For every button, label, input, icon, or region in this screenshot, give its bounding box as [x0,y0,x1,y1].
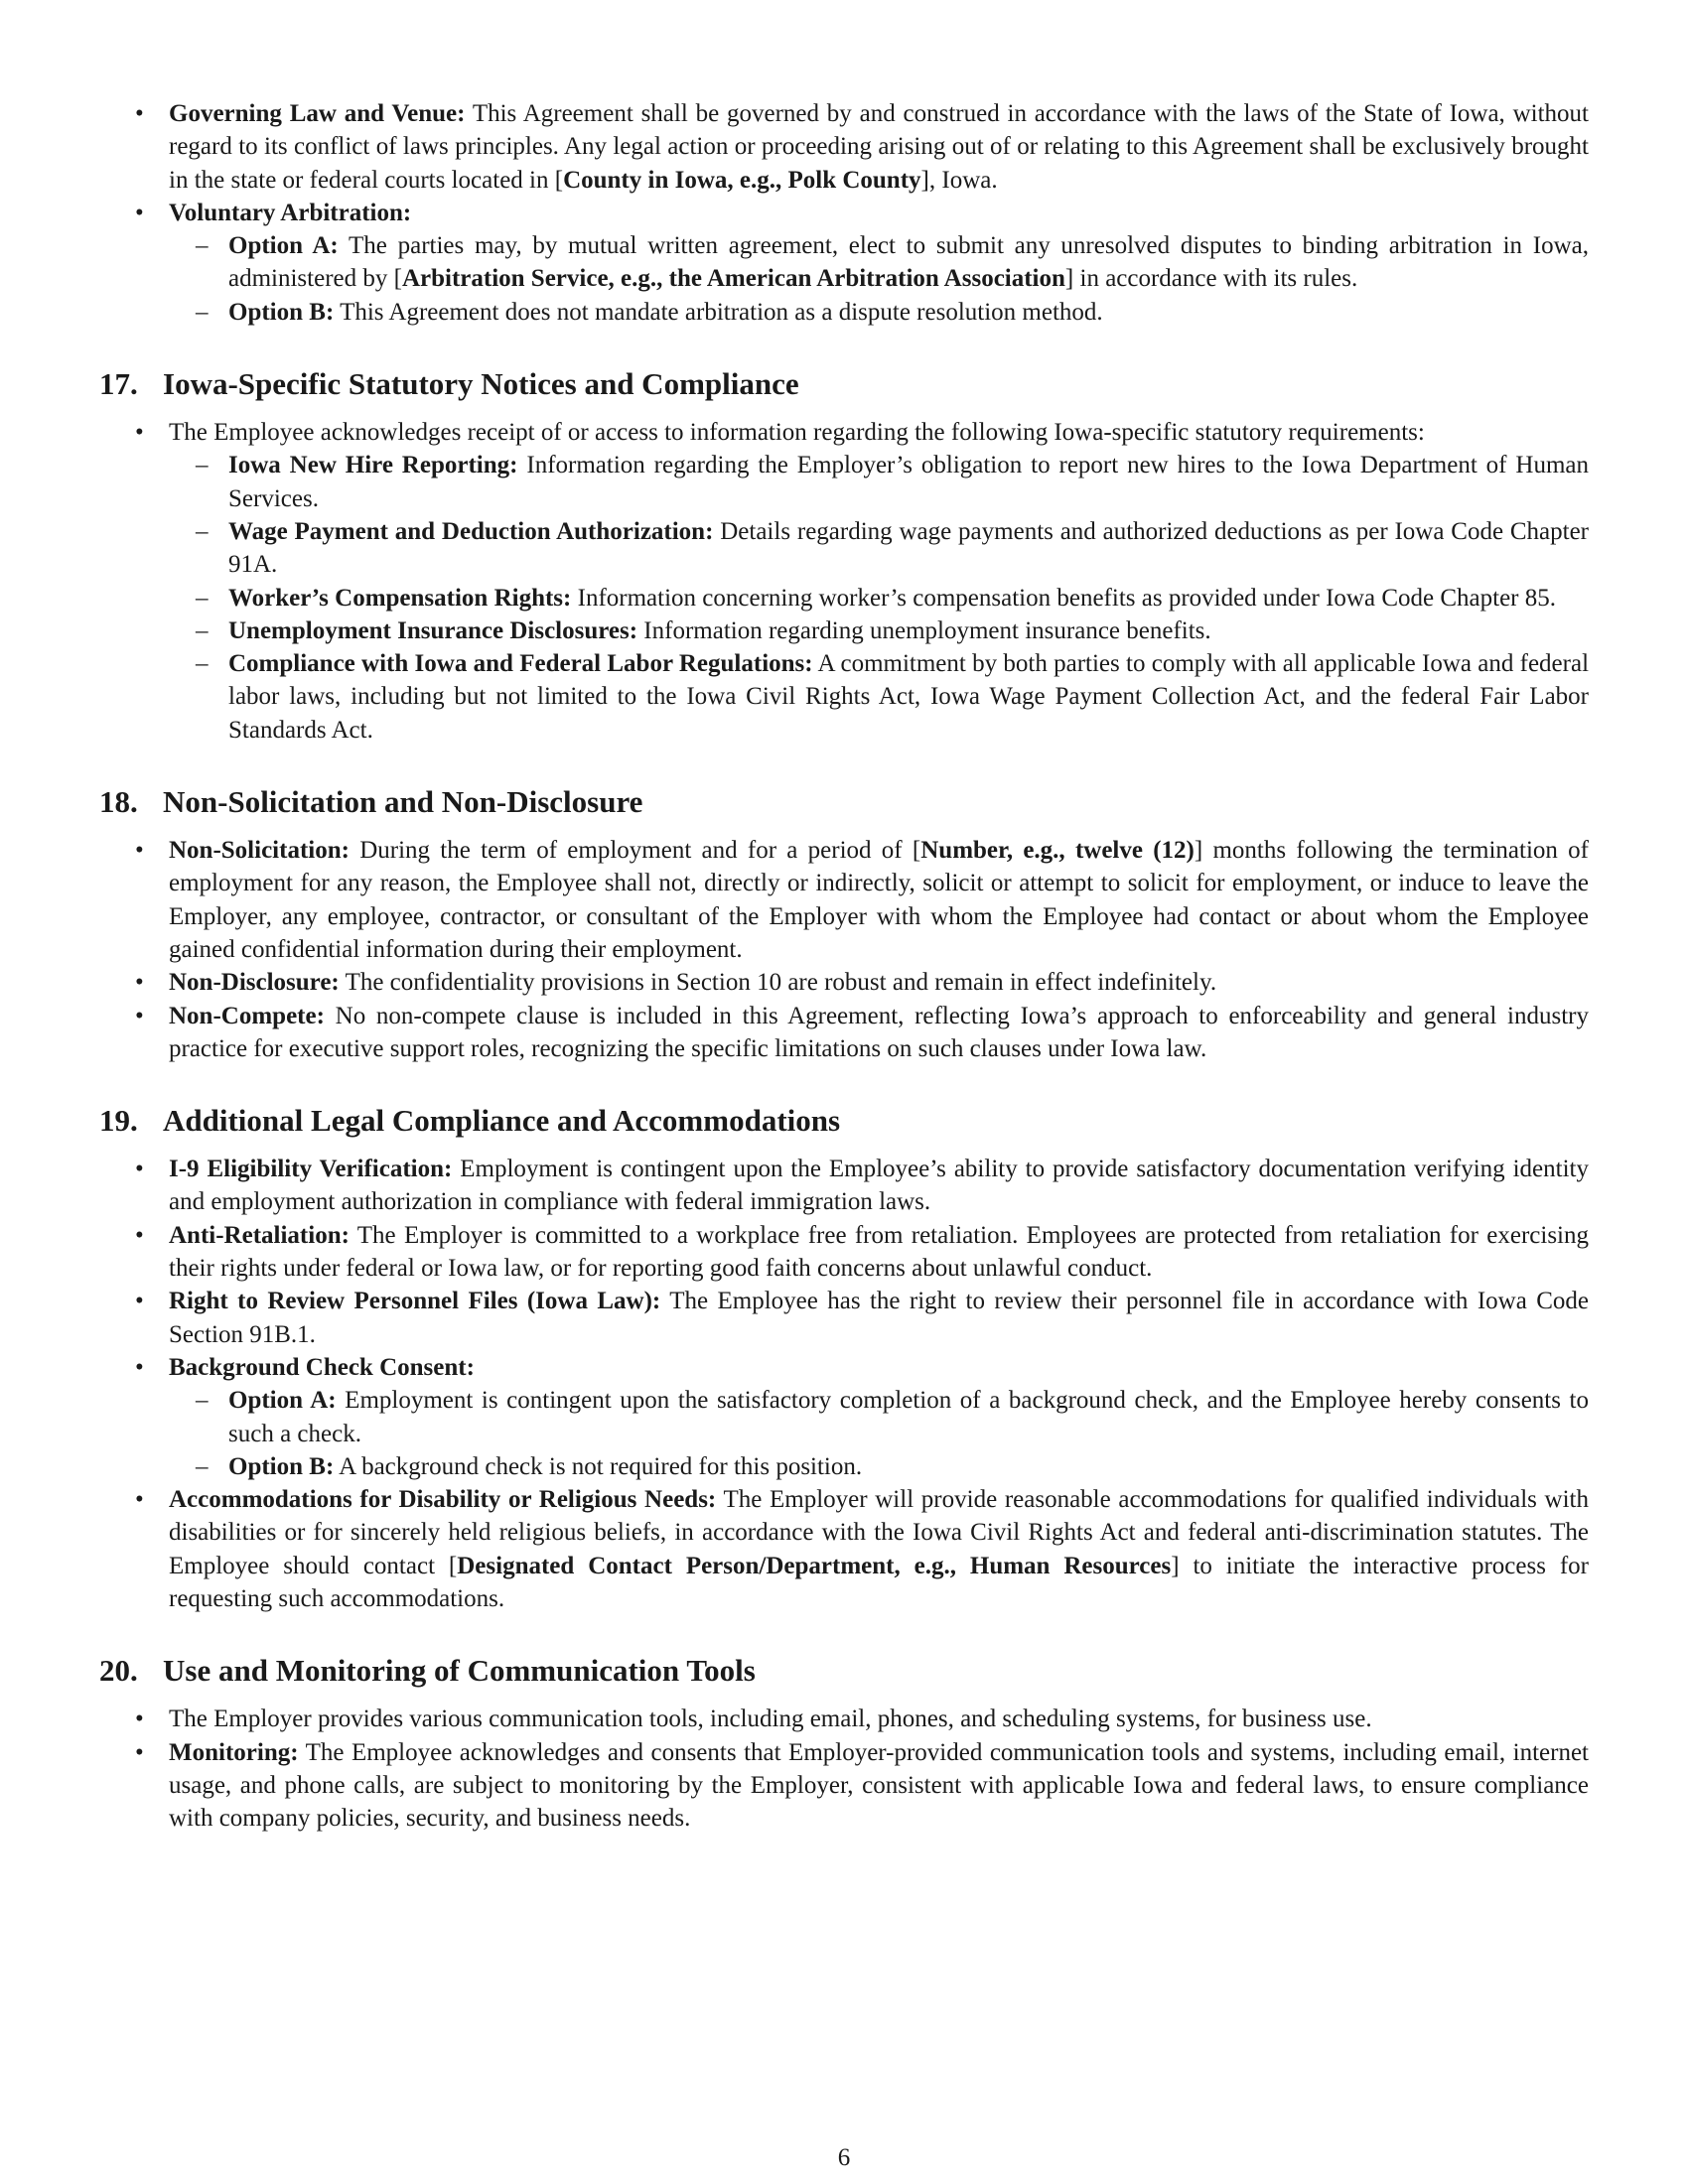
placeholder-number: Number, e.g., twelve (12) [920,837,1195,865]
list-item-arbitration [99,197,1589,329]
list-item-personnel-files: • Right to Review Personnel Files (Iowa Law): The Employee has the right to review their personnel file in accordance with Iowa Code Section 91B.1. [99,1285,1589,1351]
list-item: – Compliance with Iowa and Federal Labor Regulations: A commitment by both parties to comply with all applicable Iowa and federal labor laws, including but not limited to the Iowa Civil Rights Act, Iowa Wage Payment Collection Act, and the federal Fair Labor Standards Act. [169,647,1589,747]
section-19-list [99,1153,1589,1615]
section-heading-17: 17. Iowa-Specific Statutory Notices and Compliance [99,366,799,402]
list-item-monitoring: • Monitoring: The Employee acknowledges and consents that Employer-provided communication tools and systems, including email, internet usage, and phone calls, are subject to monitoring by the Employer, consistent with applicable Iowa and federal laws, to ensure compliance with company policies, security, and business needs. [99,1736,1589,1836]
option-b: – Option B: This Agreement does not mandate arbitration as a dispute resolution method. [169,296,1589,329]
document-page [99,97,1589,1835]
section-17-list [99,416,1589,747]
placeholder-arbitration-service: Arbitration Service, e.g., the American Arbitration Association [401,265,1065,293]
page-number: 6 [837,2144,851,2171]
list-item-i9: • I-9 Eligibility Verification: Employment is contingent upon the Employee’s ability to provide satisfactory documentation verifying identity and employment authorization in compliance with federal immigration laws. [99,1153,1589,1219]
option-a: – Option A: Employment is contingent upon the satisfactory completion of a background check, and the Employee hereby consents to such a check. [169,1384,1589,1450]
list-item-accommodations: • Accommodations for Disability or Religious Needs: The Employer will provide reasonable accommodations for qualified individuals with disabilities or for sincerely held religious beliefs, in accordance with the Iowa Civil Rights Act and federal anti-discrimination statutes. The Employee should contact [Designated Contact Person/Department, e.g., Human Resources] to initiate the interactive process for requesting such accommodations. [99,1483,1589,1615]
statutory-items [169,449,1589,747]
list-item-non-solicitation: • Non-Solicitation: During the term of employment and for a period of [Number, e.g., twelve (12)] months following the termination of employment for any reason, the Employee shall not, directly or indirectly, solicit or attempt to solicit for employment, or induce to leave the Employer, any employee, contractor, or consultant of the Employer with whom the Employee had contact or about whom the Employee gained confidential information during their employment. [99,834,1589,966]
list-item: – Iowa New Hire Reporting: Information regarding the Employer’s obligation to report new hires to the Iowa Department of Human Services. [169,449,1589,515]
section-heading-19: 19. Additional Legal Compliance and Accommodations [99,1103,841,1139]
list-item: • The Employee acknowledges receipt of or access to information regarding the following Iowa-specific statutory requirements: – Iowa New Hire Reporting: Information regarding the Employer’s obligation to report new hires to the Iowa Department of Human Services. – Wage Payment and Deduction Authorization: Details regarding wage payments and authorized deductions as per Iowa Code Chapter 91A. – Worker’s Compensation Rights: Information concerning worker’s compensation benefits as provided under Iowa Code Chapter 85. – Unemployment Insurance Disclosures: Information regarding unemployment insurance benefits. – Compliance with Iowa and Federal Labor Regulations: A commitment by both parties to comply with all applicable Iowa and federal labor laws, including but not limited to the Iowa Civil Rights Act, Iowa Wage Payment Collection Act, and the federal Fair Labor Standards Act. [99,416,1589,747]
continued-list [99,97,1589,329]
item-label: Governing Law and Venue: [169,100,466,127]
arbitration-options [169,229,1589,329]
section-20-list [99,1703,1589,1835]
section-18-list [99,834,1589,1065]
option-b: – Option B: A background check is not required for this position. [169,1450,1589,1483]
list-item-tools: • The Employer provides various communication tools, including email, phones, and scheduling systems, for business use. [99,1703,1589,1735]
list-item-non-compete: • Non-Compete: No non-compete clause is included in this Agreement, reflecting Iowa’s approach to enforceability and general industry practice for executive support roles, recognizing the specific limitations on such clauses under Iowa law. [99,1000,1589,1066]
list-item-non-disclosure: • Non-Disclosure: The confidentiality provisions in Section 10 are robust and remain in effect indefinitely. [99,966,1589,999]
section-heading-20: 20. Use and Monitoring of Communication Tools [99,1653,756,1689]
list-item: – Unemployment Insurance Disclosures: Information regarding unemployment insurance benefits. [169,614,1589,647]
list-item-background-check: • Background Check Consent: – Option A: Employment is contingent upon the satisfactory completion of a background check, and the Employee hereby consents to such a check. – Option B: A background check is not required for this position. [99,1351,1589,1483]
placeholder-county: County in Iowa, e.g., Polk County [563,166,921,194]
list-item: – Wage Payment and Deduction Authorization: Details regarding wage payments and authorized deductions as per Iowa Code Chapter 91A. [169,515,1589,582]
list-item: – Worker’s Compensation Rights: Information concerning worker’s compensation benefits as provided under Iowa Code Chapter 85. [169,582,1589,614]
option-a: – Option A: The parties may, by mutual written agreement, elect to submit any unresolved disputes to binding arbitration in Iowa, administered by [Arbitration Service, e.g., the American Arbitration Association] in accordance with its rules. [169,229,1589,296]
background-options [169,1384,1589,1483]
section-heading-18: 18. Non-Solicitation and Non-Disclosure [99,784,643,820]
placeholder-contact: Designated Contact Person/Department, e.g., Human Resources [457,1552,1172,1579]
list-item-anti-retaliation: • Anti-Retaliation: The Employer is committed to a workplace free from retaliation. Employees are protected from retaliation for exercising their rights under federal or Iowa law, or for reporting good faith concerns about unlawful conduct. [99,1219,1589,1286]
item-label: Voluntary Arbitration: [169,199,412,226]
list-item-governing-law: • Governing Law and Venue: This Agreement shall be governed by and construed in accordance with the laws of the State of Iowa, without regard to its conflict of laws principles. Any legal action or proceeding arising out of or relating to this Agreement shall be exclusively brought in the state or federal courts located in [County in Iowa, e.g., Polk County], Iowa. [99,97,1589,197]
